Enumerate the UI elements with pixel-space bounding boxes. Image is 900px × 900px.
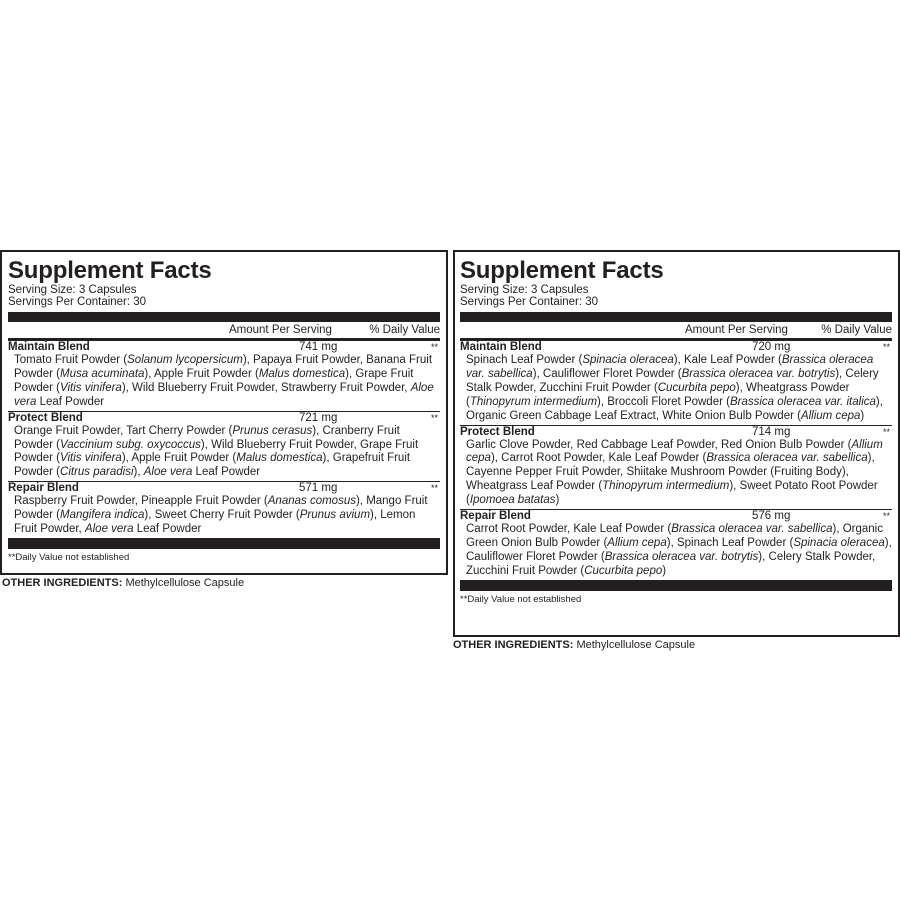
botanical-name: Spinacia oleracea (793, 536, 885, 549)
blend-daily-value: ** (430, 412, 438, 423)
blend-name: Protect Blend (8, 411, 83, 424)
blend-amount: 741 mg (299, 341, 338, 353)
botanical-name: Musa acuminata (60, 367, 145, 380)
amount-per-serving-header: Amount Per Serving (229, 324, 332, 336)
botanical-name: Spinacia oleracea (582, 354, 674, 366)
blend-daily-value: ** (430, 342, 438, 352)
other-ingredients-value: Methylcellulose Capsule (125, 577, 245, 589)
botanical-name: Malus domestica (258, 367, 346, 380)
blend-amount: 721 mg (299, 411, 338, 424)
blend-ingredients: Tomato Fruit Powder (Solanum lycopersicum), Papaya Fruit Powder, Banana Fruit Powder (Musa acuminata), Apple Fruit Powder (Malus domestica), Grape Fruit Powder (Vitis vinifera), Wild Blueberry Fruit Powder, Strawberry Fruit Powder, Aloe vera Leaf Powder (14, 354, 434, 408)
botanical-name: Mangifera indica (60, 509, 145, 522)
botanical-name: Allium cepa (800, 409, 861, 422)
botanical-name: Citrus paradisi (60, 466, 134, 479)
other-ingredients-label: OTHER INGREDIENTS: (453, 639, 574, 651)
blend-ingredients: Orange Fruit Powder, Tart Cherry Powder (Prunus cerasus), Cranberry Fruit Powder (Vaccinium subg. oxycoccus), Wild Blueberry Fruit Powder, Grape Fruit Powder (Vitis vinifera), Apple Fruit Powder (Malus domestica), Grapefruit Fruit Powder (Citrus paradisi), Aloe vera Leaf Powder (14, 424, 419, 479)
blend-row (8, 482, 440, 539)
servings-per-container: Servings Per Container: 30 (460, 296, 599, 308)
serving-size: Serving Size: 3 Capsules (8, 284, 137, 296)
botanical-name: Solanum lycopersicum (127, 354, 243, 366)
panel-title: Supplement Facts (460, 257, 664, 284)
botanical-name: Brassica oleracea var. sabellica (466, 354, 874, 380)
blend-name: Repair Blend (460, 510, 531, 523)
daily-value-header: % Daily Value (369, 324, 440, 336)
footer-bar (8, 539, 440, 549)
blend-amount: 576 mg (752, 510, 791, 523)
botanical-name: Aloe vera (143, 466, 193, 479)
botanical-name: Malus domestica (236, 452, 323, 465)
blend-daily-value: ** (430, 483, 438, 494)
blend-ingredients: Spinach Leaf Powder (Spinacia oleracea), Kale Leaf Powder (Brassica oleracea var. sabellica), Cauliflower Floret Powder (Brassica oleracea var. botrytis), Celery Stalk Powder, Zucchini Fruit Powder (Cucurbita pepo), Wheatgrass Powder (Thinopyrum intermedium), Broccoli Floret Powder (Brassica oleracea var. italica), Organic Green Cabbage Leaf Extract, White Onion Bulb Powder (Allium cepa) (466, 354, 883, 422)
other-ingredients-right (453, 639, 695, 652)
botanical-name: Ananas comosus (267, 495, 356, 508)
blend-row (8, 412, 440, 483)
header-bar (460, 312, 892, 322)
daily-value-header: % Daily Value (821, 324, 892, 336)
botanical-name: Thinopyrum intermedium (469, 395, 598, 408)
botanical-name: Allium cepa (607, 536, 667, 549)
blend-name: Protect Blend (460, 425, 535, 438)
blend-row (460, 341, 892, 426)
supplement-facts-panel-left (0, 250, 448, 575)
botanical-name: Cucurbita pepo (584, 564, 663, 577)
blend-ingredients: Carrot Root Powder, Kale Leaf Powder (Brassica oleracea var. sabellica), Organic Green Onion Bulb Powder (Allium cepa), Spinach Leaf Powder (Spinacia oleracea), Cauliflower Floret Powder (Brassica oleracea var. botrytis), Celery Stalk Powder, Zucchini Fruit Powder (Cucurbita pepo) (466, 523, 892, 577)
blend-daily-value: ** (882, 426, 890, 437)
blend-amount: 720 mg (752, 341, 791, 353)
blend-name: Maintain Blend (460, 341, 542, 353)
blend-name: Repair Blend (8, 482, 79, 495)
botanical-name: Aloe vera (84, 523, 134, 536)
other-ingredients-value: Methylcellulose Capsule (576, 639, 696, 651)
botanical-name: Brassica oleracea var. botrytis (604, 550, 759, 563)
blend-daily-value: ** (882, 511, 890, 522)
footer-bar (460, 581, 892, 591)
botanical-name: Brassica oleracea var. italica (729, 395, 876, 408)
botanical-name: Vaccinium subg. oxycoccus (60, 438, 201, 451)
blend-ingredients: Garlic Clove Powder, Red Cabbage Leaf Powder, Red Onion Bulb Powder (Allium cepa), Carrot Root Powder, Kale Leaf Powder (Brassica oleracea var. sabellica), Cayenne Pepper Fruit Powder, Shiitake Mushroom Powder (Fruiting Body), Wheatgrass Leaf Powder (Thinopyrum intermedium), Sweet Potato Root Powder (Ipomoea batatas) (466, 438, 883, 507)
supplement-facts-panel-right (453, 250, 900, 637)
botanical-name: Ipomoea batatas (469, 494, 556, 507)
serving-size: Serving Size: 3 Capsules (460, 284, 589, 296)
botanical-name: Brassica oleracea var. botrytis (681, 367, 836, 380)
column-header (8, 322, 440, 341)
daily-value-footnote: **Daily Value not established (460, 593, 582, 605)
blend-name: Maintain Blend (8, 341, 90, 353)
amount-per-serving-header: Amount Per Serving (685, 324, 788, 336)
blend-ingredients: Raspberry Fruit Powder, Pineapple Fruit Powder (Ananas comosus), Mango Fruit Powder (Mangifera indica), Sweet Cherry Fruit Powder (Prunus avium), Lemon Fruit Powder, Aloe vera Leaf Powder (14, 495, 428, 536)
blend-amount: 571 mg (299, 482, 338, 495)
column-header (460, 322, 892, 341)
botanical-name: Prunus avium (299, 509, 371, 522)
other-ingredients-left (2, 577, 244, 590)
blend-daily-value: ** (882, 342, 890, 352)
header-bar (8, 312, 440, 322)
botanical-name: Aloe vera (14, 381, 434, 408)
other-ingredients-label: OTHER INGREDIENTS: (2, 577, 123, 589)
panel-title: Supplement Facts (8, 257, 212, 284)
botanical-name: Vitis vinifera (60, 381, 122, 394)
daily-value-footnote: **Daily Value not established (8, 551, 130, 563)
blend-row (460, 426, 892, 511)
blend-amount: 714 mg (752, 425, 791, 438)
botanical-name: Brassica oleracea var. sabellica (671, 523, 833, 536)
botanical-name: Allium cepa (466, 438, 883, 465)
botanical-name: Prunus cerasus (232, 424, 313, 437)
blend-row (8, 341, 440, 412)
botanical-name: Brassica oleracea var. sabellica (706, 452, 868, 465)
botanical-name: Thinopyrum intermedium (602, 480, 730, 493)
botanical-name: Cucurbita pepo (657, 381, 736, 394)
botanical-name: Vitis vinifera (60, 452, 122, 465)
blend-row (460, 510, 892, 581)
servings-per-container: Servings Per Container: 30 (8, 296, 147, 308)
